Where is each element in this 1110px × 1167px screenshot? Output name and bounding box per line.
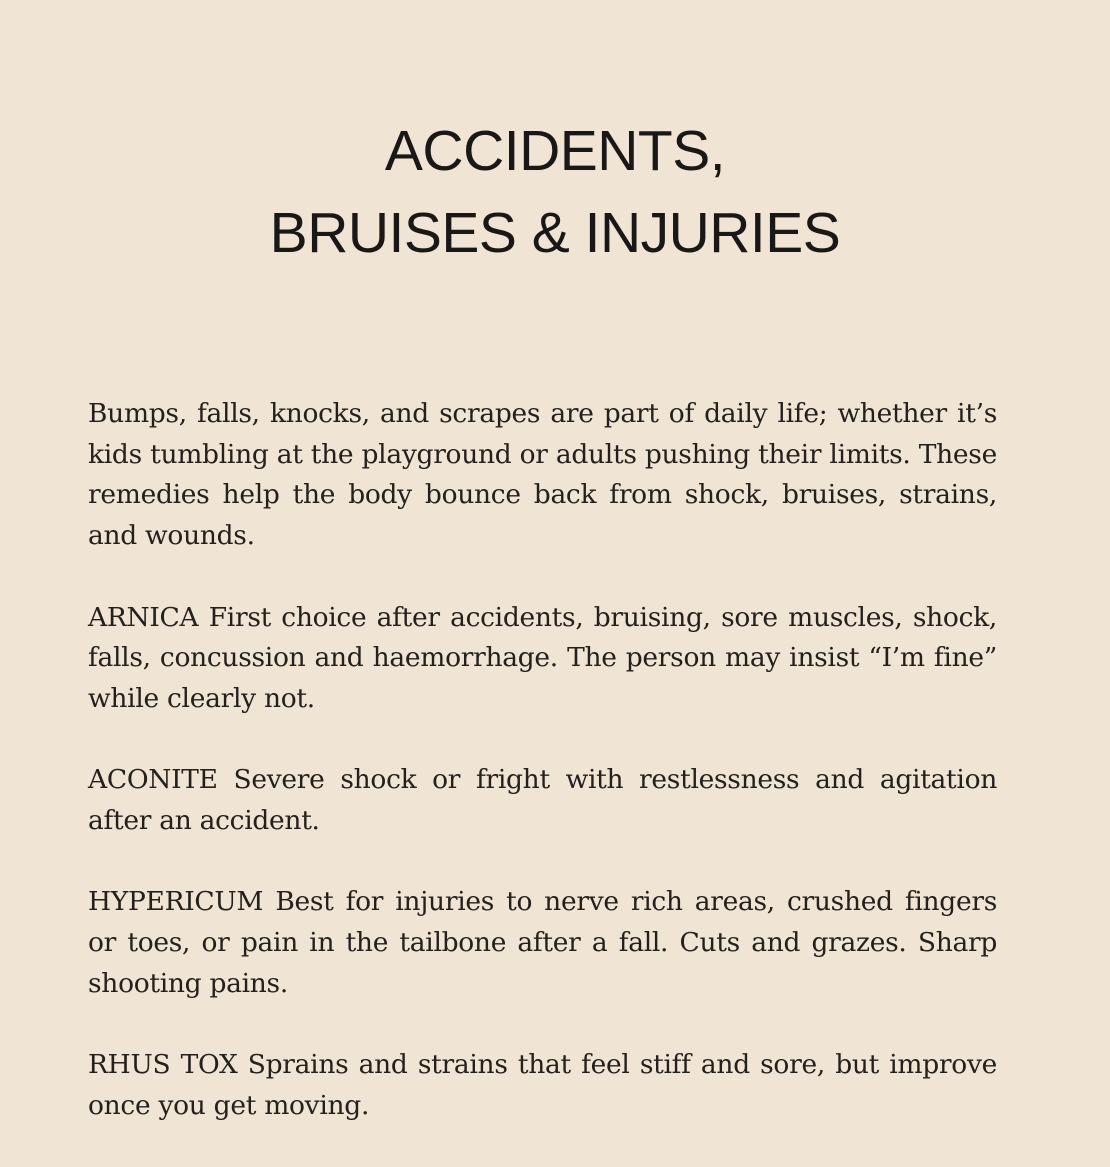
remedy-name: HYPERICUM [88,886,264,918]
intro-paragraph: Bumps, falls, knocks, and scrapes are part of daily life; whether it’s kids tumbling at the playground or adults pushing their limits. These remedies help the body bounce back from shock, bruises, strains, and wounds. [88,398,997,552]
page-title-line-1: ACCIDENTS, [384,119,726,183]
remedy-arnica [88,598,997,720]
remedy-description: Severe shock or fright with restlessness and agitation after an accident. [88,764,997,836]
document-body [88,394,997,1167]
remedy-name: ARNICA [88,601,199,633]
remedy-description: Best for injuries to nerve rich areas, crushed fingers or toes, or pain in the tailbone after a fall. Cuts and grazes. Sharp shooting pains. [88,886,997,999]
remedy-description: First choice after accidents, bruising, sore muscles, shock, falls, concussion and haemorrhage. The person may insist “I’m fine” while clearly not. [88,601,997,714]
remedy-hypericum [88,882,997,1004]
remedy-aconite [88,760,997,841]
page-title [0,110,1110,274]
remedy-description: Sprains and strains that feel stiff and sore, but improve once you get moving. [88,1049,997,1121]
remedy-name: RHUS TOX [88,1049,238,1081]
page-title-line-2: BRUISES & INJURIES [269,201,841,265]
remedy-rhus-tox [88,1045,997,1126]
remedy-name: ACONITE [88,764,218,796]
